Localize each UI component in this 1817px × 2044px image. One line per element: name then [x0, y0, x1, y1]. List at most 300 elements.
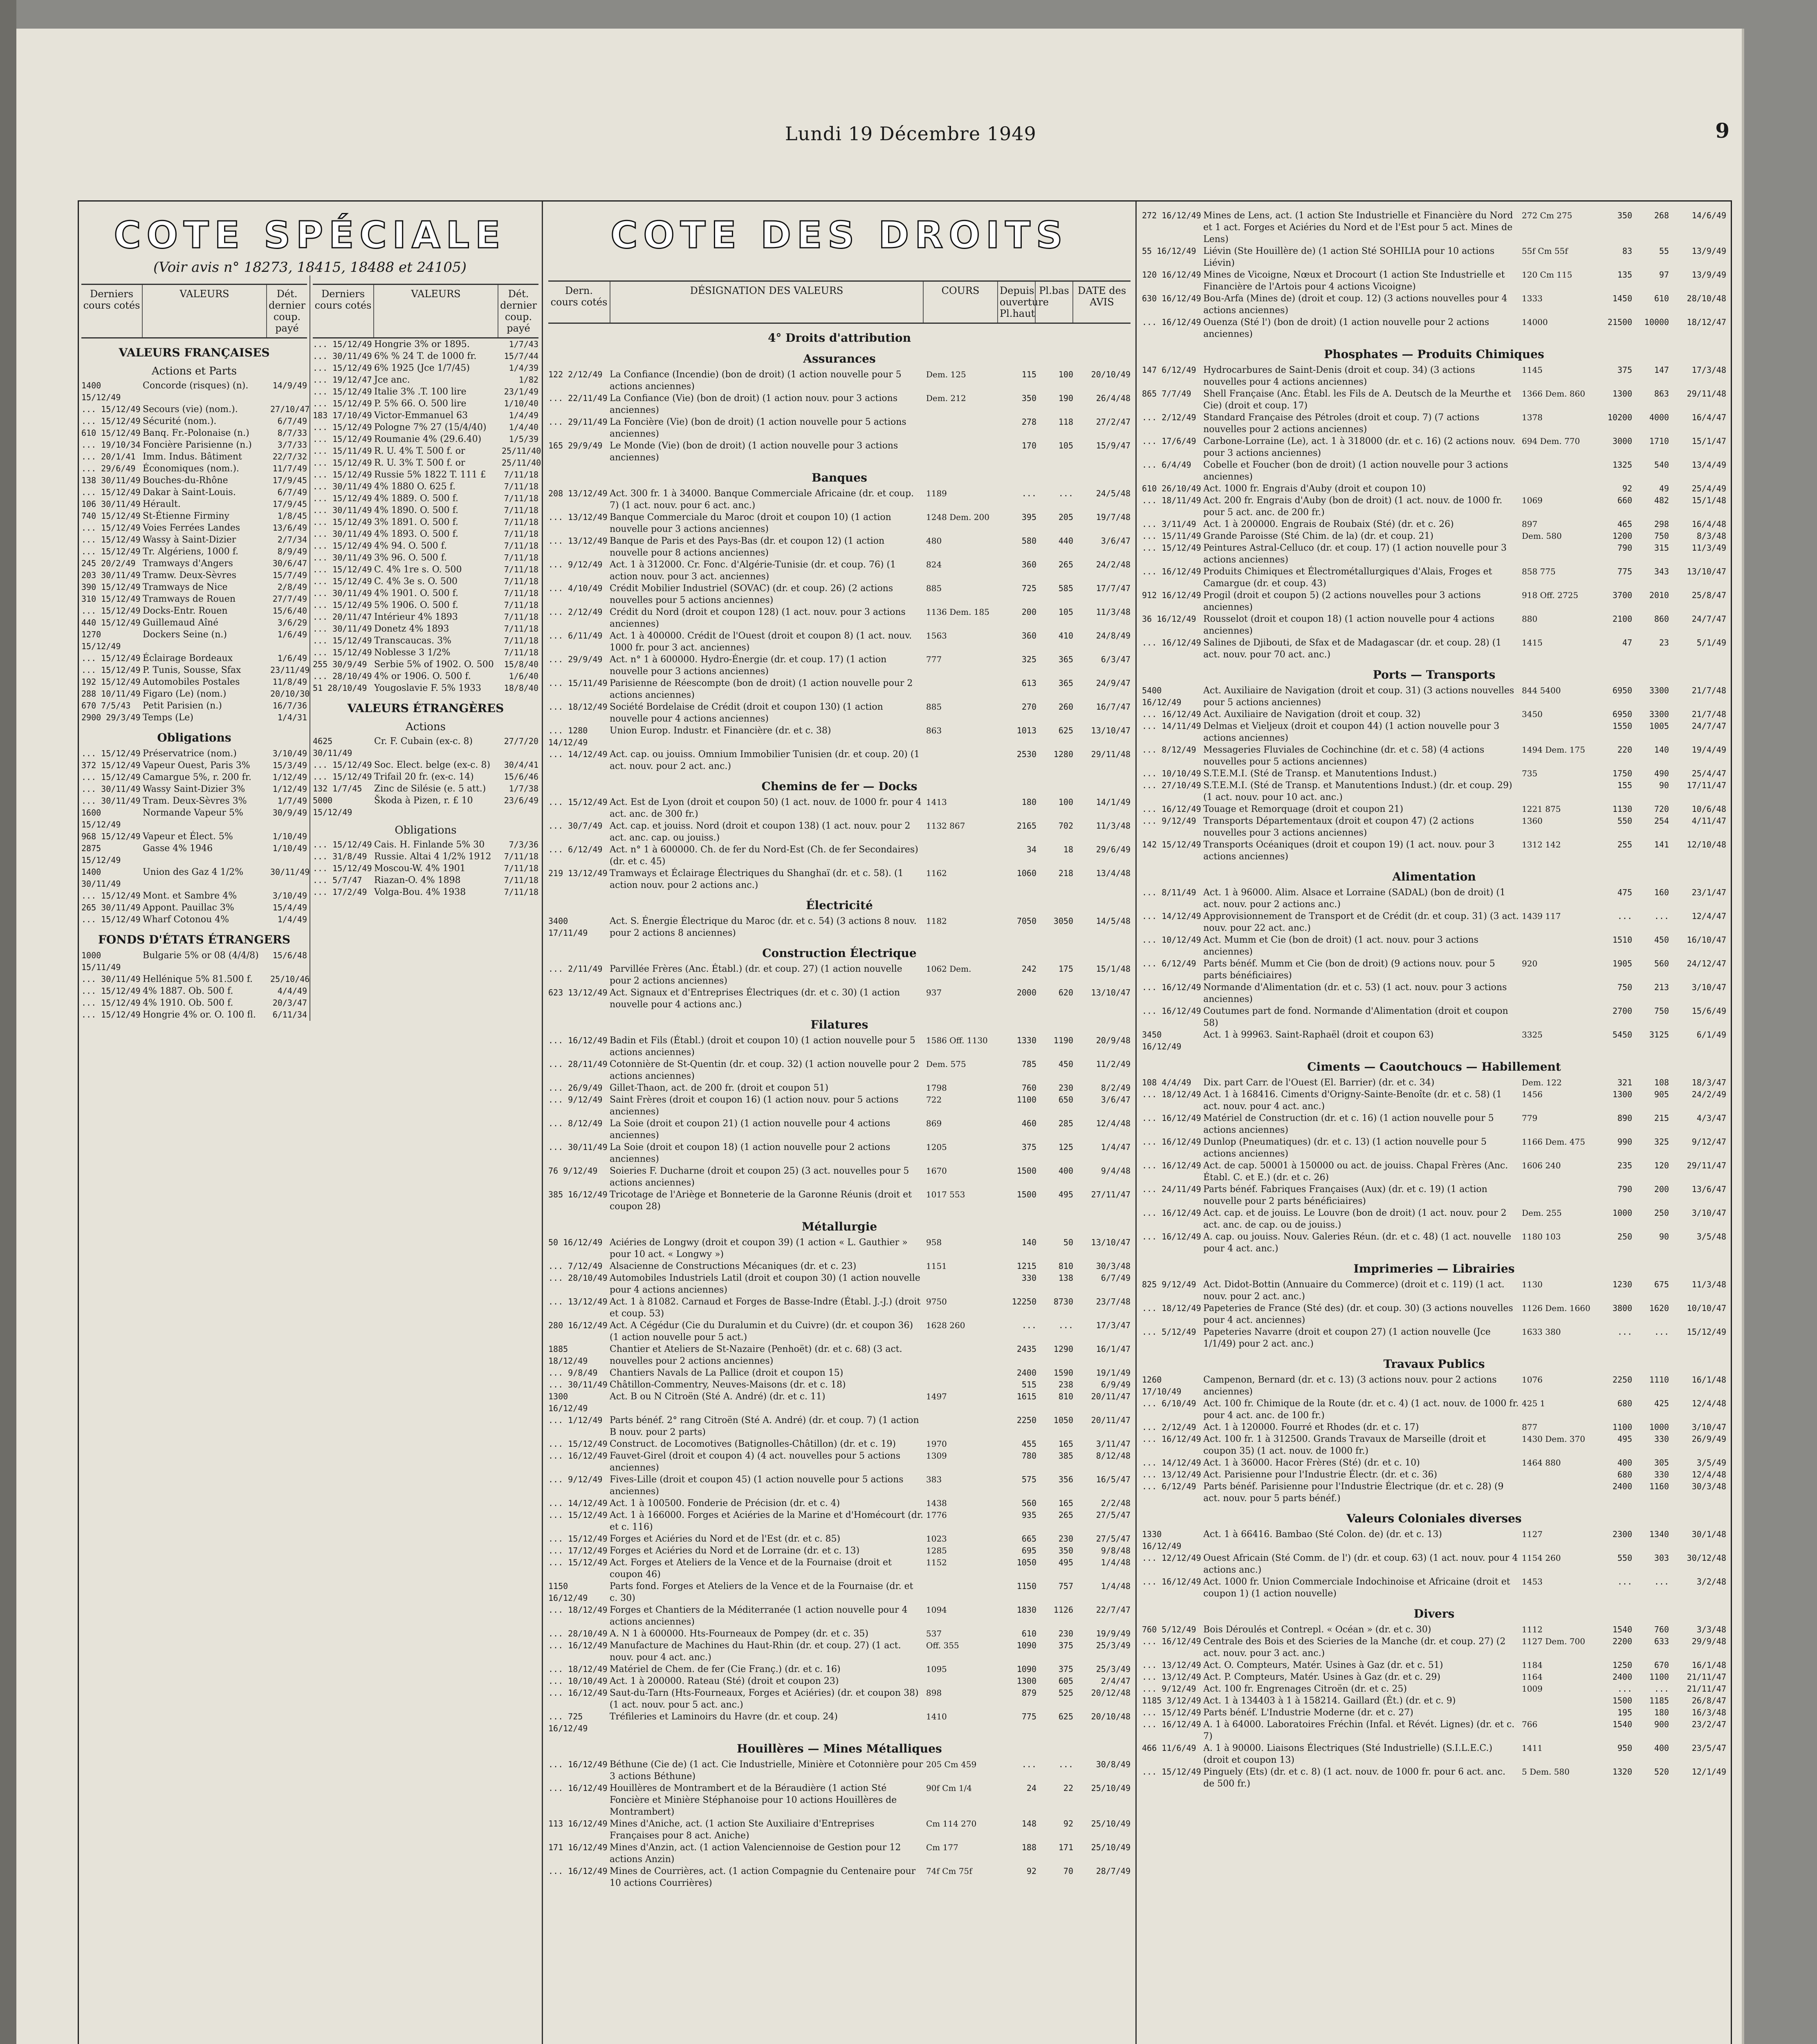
list-item	[313, 552, 538, 564]
last-quote-cell: 610 26/10/49	[1142, 484, 1201, 493]
last-quote-cell: 3450 16/12/49	[1142, 1030, 1182, 1051]
list-item	[81, 807, 307, 831]
date-avis-cell: 3/10/47	[1691, 982, 1726, 992]
high-cell: 580	[1021, 536, 1036, 546]
high-cell: 2435	[1016, 1344, 1036, 1354]
low-cell: 330	[1654, 1470, 1669, 1479]
date-avis-cell: 24/2/49	[1691, 1089, 1726, 1099]
table-row	[548, 369, 1131, 392]
cours-cell: 1009	[1522, 1684, 1543, 1694]
cours-cell: 722	[926, 1095, 942, 1105]
last-quote-cell: 50 16/12/49	[548, 1237, 603, 1247]
cote-droits-title: COTE DES DROITS	[610, 214, 1068, 257]
cours-cell: 1180 103	[1522, 1232, 1561, 1242]
cours-cell: 90f Cm 1/4	[926, 1783, 972, 1793]
last-quote-cell: ... 9/8/49	[548, 1368, 598, 1378]
date-avis-cell: 18/12/47	[1687, 317, 1726, 327]
table-row	[1142, 1089, 1726, 1112]
date-avis-cell: 24/7/47	[1691, 721, 1726, 731]
coupon-cell: 1/5/39	[509, 434, 538, 444]
date-avis-cell: 15/6/49	[1691, 1006, 1726, 1016]
speciale-right-header	[313, 284, 538, 338]
designation-cell: Fives-Lille (droit et coupon 45) (1 action nouvelle pour 5 actions anciennes)	[610, 1475, 904, 1497]
date-avis-cell: 25/10/49	[1091, 1783, 1131, 1793]
cours-cell: 1076	[1522, 1375, 1543, 1385]
low-cell: ...	[1058, 1320, 1073, 1330]
table-row	[1142, 1683, 1726, 1695]
cours-cell: 1152	[926, 1558, 947, 1567]
coupon-cell: 15/7/44	[504, 351, 538, 361]
list-item	[81, 973, 310, 985]
high-cell: 1540	[1612, 1719, 1632, 1729]
low-cell: 92	[1063, 1819, 1073, 1829]
date-avis-cell: 20/11/47	[1091, 1392, 1131, 1401]
date-avis-cell: 25/3/49	[1096, 1641, 1131, 1650]
date-avis-cell: 16/5/47	[1096, 1475, 1131, 1484]
coupon-cell: 4/4/49	[277, 986, 307, 996]
designation-cell: Act. Auxiliaire de Navigation (droit et coup. 32)	[1203, 709, 1421, 719]
last-quote-cell: 76 9/12/49	[548, 1166, 598, 1176]
designation-cell: Act. A Cégédur (Cie du Duralumin et du Cuivre) (dr. et coupon 36) (1 action nouvelle pour 5 act.)	[610, 1320, 913, 1342]
designation-cell: Le Monde (Vie) (bon de droit) (1 action nouvelle pour 3 actions anciennes)	[610, 441, 898, 463]
list-item	[313, 410, 538, 421]
page-header	[16, 119, 1742, 155]
designation-cell: Forges et Aciéries du Nord et de l'Est (dr. et c. 85)	[610, 1534, 841, 1544]
table-row	[1142, 958, 1726, 982]
table-row	[548, 1343, 1131, 1367]
cours-cell: 1127 Dem. 700	[1522, 1636, 1585, 1646]
designation-cell: Parts bénéf. L'Industrie Moderne (dr. et c. 27)	[1203, 1708, 1413, 1718]
high-cell: ...	[1021, 489, 1036, 498]
designation-cell: Act. Forges et Ateliers de la Vence et de la Fournaise (droit et coupon 46)	[610, 1558, 892, 1580]
coupon-cell: 11/7/49	[272, 464, 307, 473]
low-cell: 125	[1058, 1142, 1073, 1152]
cours-cell: 1023	[926, 1534, 947, 1544]
date-avis-cell: 24/12/47	[1687, 959, 1726, 968]
table-row	[548, 796, 1131, 820]
high-cell: 750	[1617, 982, 1632, 992]
group-heading: Imprimeries — Librairies	[1353, 1262, 1515, 1275]
cours-cell: ... 15/12/49	[81, 998, 141, 1008]
low-cell: 120	[1654, 1161, 1669, 1170]
last-quote-cell: ... 18/11/49	[1142, 495, 1201, 505]
coupon-cell: 7/11/18	[504, 648, 538, 657]
cours-cell	[1522, 780, 1595, 803]
valeur-cell: Italie 3% .T. 100 lire	[374, 387, 467, 397]
date-avis-cell: 23/1/47	[1691, 888, 1726, 897]
designation-cell: Châtillon-Commentry, Neuves-Maisons (dr. et c. 18)	[610, 1380, 846, 1390]
cours-cell: 74f Cm 75f	[926, 1866, 972, 1876]
coupon-cell: 23/11/49	[270, 665, 310, 675]
cours-cell: Dem. 580	[1522, 531, 1562, 541]
low-cell: 620	[1058, 988, 1073, 997]
table-row	[548, 1782, 1131, 1818]
cours-cell: ... 15/12/49	[81, 487, 141, 497]
table-row	[548, 1094, 1131, 1118]
coupon-cell: 1/6/49	[277, 630, 307, 639]
table-row	[1142, 388, 1726, 412]
date-avis-cell: 14/1/49	[1096, 797, 1131, 807]
date-avis-cell: 29/11/48	[1091, 749, 1131, 759]
coupon-cell: 1/7/38	[509, 784, 538, 793]
coupon-cell: 7/11/18	[504, 517, 538, 527]
table-row	[548, 1296, 1131, 1320]
valeur-cell: P. 5% 66. O. 500 lire	[374, 399, 467, 409]
high-cell: 1150	[1016, 1581, 1036, 1591]
cours-cell: ... 15/12/49	[313, 422, 372, 432]
low-cell: 218	[1058, 868, 1073, 878]
low-cell: 605	[1058, 1676, 1073, 1686]
cours-cell: 779	[1522, 1113, 1538, 1123]
last-quote-cell: 280 16/12/49	[548, 1320, 608, 1330]
date-avis-cell: 9/8/48	[1101, 1546, 1131, 1555]
date-avis-cell: 11/2/49	[1096, 1059, 1131, 1069]
valeur-cell: Tramways d'Angers	[143, 558, 233, 569]
table-row	[548, 963, 1131, 987]
valeur-cell: Donetz 4% 1893	[374, 624, 449, 634]
date-avis-cell: 26/9/49	[1691, 1434, 1726, 1444]
table-row	[548, 820, 1131, 844]
cours-cell: 1062 Dem.	[926, 964, 971, 974]
designation-cell: Chantiers Navals de La Pallice (droit et coupon 15)	[610, 1368, 843, 1378]
designation-cell: Automobiles Industriels Latil (droit et coupon 30) (1 action nouvelle pour 4 actions anciennes)	[610, 1273, 920, 1295]
valeur-cell: Transcaucas. 3%	[374, 636, 451, 646]
low-cell: 365	[1058, 678, 1073, 688]
last-quote-cell: ... 16/12/49	[1142, 1719, 1201, 1729]
valeur-cell: Éclairage Bordeaux	[143, 653, 233, 663]
list-item	[313, 493, 538, 504]
designation-cell: Papeteries Navarre (droit et coupon 27) (1 action nouvelle (Jce 1/1/49) pour 2 act. anc.)	[1203, 1327, 1491, 1349]
cours-cell: 844 5400	[1522, 686, 1561, 695]
cours-cell: 824	[926, 560, 942, 569]
date-avis-cell: 13/9/49	[1691, 246, 1726, 256]
low-cell: 3300	[1649, 709, 1669, 719]
designation-cell: Act. 1 à 400000. Crédit de l'Ouest (droit et coupon 8) (1 act. nouv. 1000 fr. pour 3 act. anciennes)	[610, 631, 912, 653]
cours-cell: 1606 240	[1522, 1161, 1561, 1170]
cours-cell: 898	[926, 1688, 942, 1698]
cours-cell: ... 15/12/49	[313, 840, 372, 849]
high-cell: 6950	[1612, 686, 1632, 695]
low-cell: 1190	[1053, 1035, 1073, 1045]
valeur-cell: Wharf Cotonou 4%	[143, 914, 229, 925]
date-avis-cell: 11/3/48	[1096, 607, 1131, 617]
cours-cell: 310 15/12/49	[81, 594, 141, 604]
high-cell: 1300	[1612, 1089, 1632, 1099]
designation-cell: Act. 1 à 96000. Alim. Alsace et Lorraine (SADAL) (bon de droit) (1 act. nouv. pour 2 actions anc.)	[1203, 888, 1505, 910]
cours-cell: 106 30/11/49	[81, 499, 141, 509]
table-row	[1142, 1326, 1726, 1350]
table-row	[1142, 412, 1726, 435]
last-quote-cell: ... 2/12/49	[1142, 1422, 1196, 1432]
cours-cell: ... 15/12/49	[313, 470, 372, 480]
cours-cell: 120 Cm 115	[1522, 270, 1572, 280]
designation-cell: Act. 300 fr. 1 à 34000. Banque Commerciale Africaine (dr. et coup. 7) (1 act. nouv. pour 6 act. anc.)	[610, 489, 914, 511]
designation-cell: Act. Auxiliaire de Navigation (droit et coup. 31) (3 actions nouvelles pour 5 actions anciennes)	[1203, 686, 1514, 708]
table-row	[548, 1474, 1131, 1497]
designation-cell: Dix. part Carr. de l'Ouest (El. Barrier) (dr. et c. 34)	[1203, 1078, 1435, 1088]
valeur-cell: Trifail 20 fr. (ex-c. 14)	[374, 772, 474, 782]
valeur-cell: Secours (vie) (nom.).	[143, 404, 238, 415]
coupon-cell: 7/11/18	[504, 875, 538, 885]
cours-cell: 14000	[1522, 317, 1548, 327]
low-cell: 750	[1654, 1006, 1669, 1016]
cours-cell: 2900 29/3/49	[81, 713, 141, 722]
binding-edge	[0, 0, 16, 2044]
table-row	[548, 488, 1131, 511]
newspaper-page	[16, 29, 1744, 2044]
last-quote-cell: ... 10/10/49	[548, 1676, 608, 1686]
designation-cell: Act. Signaux et d'Entreprises Électriques (dr. et c. 30) (1 action nouvelle pour 4 actions anc.)	[610, 988, 900, 1010]
high-cell: 1615	[1016, 1392, 1036, 1401]
table-row	[1142, 803, 1726, 815]
coupon-cell: 7/11/18	[504, 576, 538, 586]
coupon-cell: 15/3/49	[272, 760, 307, 770]
cours-cell: ... 15/12/49	[313, 434, 372, 444]
high-cell: 665	[1021, 1534, 1036, 1544]
low-cell: 205	[1058, 512, 1073, 522]
valeur-cell: Foncière Parisienne (n.)	[143, 440, 252, 450]
valeur-cell: Moscou-W. 4% 1901	[374, 863, 466, 874]
table-row	[548, 392, 1131, 416]
coupon-cell: 30/6/47	[272, 558, 307, 568]
cours-cell: ... 15/12/49	[81, 416, 141, 426]
cours-cell: 1130	[1522, 1280, 1543, 1289]
low-cell: 213	[1654, 982, 1669, 992]
date-avis-cell: 23/7/48	[1096, 1297, 1131, 1307]
date-avis-cell: 16/3/48	[1691, 1708, 1726, 1717]
cours-cell: ... 30/11/49	[81, 784, 141, 794]
date-avis-cell: 6/1/49	[1696, 1030, 1726, 1040]
high-cell: 188	[1021, 1842, 1036, 1852]
coupon-cell: 6/7/49	[277, 487, 307, 497]
cours-cell	[926, 440, 1000, 464]
last-quote-cell: ... 15/11/49	[548, 678, 608, 688]
high-cell: 330	[1021, 1273, 1036, 1283]
table-row	[548, 677, 1131, 701]
table-row	[1142, 720, 1726, 744]
date-avis-cell: 2/4/47	[1101, 1676, 1131, 1686]
last-quote-cell: ... 2/11/49	[548, 964, 603, 974]
high-cell: 1300	[1016, 1676, 1036, 1686]
designation-cell: La Soie (droit et coupon 21) (1 action nouvelle pour 4 actions anciennes)	[610, 1118, 891, 1141]
last-quote-cell: 147 6/12/49	[1142, 365, 1196, 375]
list-item	[81, 415, 307, 427]
coupon-cell: 14/9/49	[272, 381, 307, 390]
date-avis-cell: 12/1/49	[1691, 1767, 1726, 1777]
designation-cell: Act. 1000 fr. Engrais d'Auby (droit et coupon 10)	[1203, 484, 1426, 494]
cours-cell: ... 15/12/49	[313, 772, 372, 782]
cours-cell: ... 15/12/49	[313, 541, 372, 551]
table-row	[548, 1759, 1131, 1782]
table-row	[1142, 1481, 1726, 1504]
last-quote-cell: ... 9/12/49	[548, 1475, 603, 1484]
low-cell: 610	[1654, 294, 1669, 303]
low-cell: 490	[1654, 769, 1669, 778]
table-row	[548, 1687, 1131, 1711]
cours-cell: 1164	[1522, 1672, 1543, 1682]
cours-cell: ... 5/7/47	[313, 875, 362, 885]
cours-cell: 1151	[926, 1261, 947, 1271]
designation-cell: Tréfileries et Laminoirs du Havre (dr. et coup. 24)	[610, 1712, 838, 1722]
last-quote-cell: ... 16/12/49	[548, 1759, 608, 1769]
valeur-cell: 4% or 1906. O. 500 f.	[374, 671, 471, 681]
low-cell: 8730	[1053, 1297, 1073, 1307]
low-cell: 3125	[1649, 1030, 1669, 1040]
cours-cell	[926, 1379, 1000, 1391]
cours-cell: 863	[926, 726, 942, 735]
last-quote-cell: ... 16/12/49	[1142, 638, 1201, 648]
table-row	[548, 630, 1131, 654]
date-avis-cell: 24/5/48	[1096, 489, 1131, 498]
high-cell: 2165	[1016, 821, 1036, 831]
high-cell: 235	[1617, 1161, 1632, 1170]
designation-cell: Saint Frères (droit et coupon 16) (1 action nouv. pour 5 actions anciennes)	[610, 1095, 899, 1117]
last-quote-cell: ... 6/10/49	[1142, 1399, 1196, 1408]
low-cell: 375	[1058, 1641, 1073, 1650]
cours-cell: 1360	[1522, 816, 1543, 826]
designation-cell: Messageries Fluviales de Cochinchine (dr. et c. 58) (4 actions nouvelles pour 5 actions anciennes)	[1203, 745, 1485, 767]
cours-cell: 1453	[1522, 1577, 1543, 1587]
last-quote-cell: ... 30/7/49	[548, 821, 603, 831]
list-item	[81, 866, 310, 890]
cours-cell: ... 15/12/49	[313, 339, 372, 349]
valeur-cell: Automobiles Postales	[143, 677, 240, 687]
designation-cell: A. cap. ou jouiss. Nouv. Galeries Réun. (dr. et c. 48) (1 act. nouvelle pour 4 act. anc.)	[1203, 1232, 1512, 1254]
cours-cell: 3450	[1522, 709, 1543, 719]
list-item	[81, 427, 307, 439]
low-cell: 268	[1654, 211, 1669, 220]
last-quote-cell: ... 8/12/49	[1142, 745, 1196, 755]
high-cell: 890	[1617, 1113, 1632, 1123]
designation-cell: Coutumes part de fond. Normande d'Alimentation (droit et coupon 58)	[1203, 1006, 1508, 1028]
low-cell: 1590	[1053, 1368, 1073, 1378]
coupon-cell: 1/4/39	[509, 363, 538, 373]
high-cell: 2400	[1016, 1368, 1036, 1378]
list-item	[313, 670, 538, 682]
cours-cell: ... 15/12/49	[81, 749, 141, 758]
cours-cell: 55f Cm 55f	[1522, 246, 1568, 256]
high-cell: 575	[1021, 1475, 1036, 1484]
low-cell: 495	[1058, 1558, 1073, 1567]
valeur-cell: Škoda à Pizen, r. £ 10	[374, 796, 473, 806]
droits-body	[548, 352, 1131, 1889]
cours-cell: 1069	[1522, 495, 1543, 505]
list-item	[313, 851, 538, 863]
low-cell: 10000	[1644, 317, 1669, 327]
low-cell: 254	[1654, 816, 1669, 826]
last-quote-cell: ... 9/12/49	[1142, 1684, 1196, 1694]
valeur-cell: Voies Ferrées Landes	[143, 523, 240, 533]
high-cell: 1750	[1612, 769, 1632, 778]
list-item	[313, 795, 538, 818]
high-cell: 1905	[1612, 959, 1632, 968]
designation-cell: Chantier et Ateliers de St-Nazaire (Penhoët) (dr. et c. 68) (3 act. nouvelles pour 2 actions anciennes)	[610, 1344, 902, 1366]
cours-cell: 1633 380	[1522, 1327, 1561, 1337]
designation-cell: Act. 100 fr. 1 à 312500. Grands Travaux de Marseille (droit et coupon 35) (1 act. nouv. de 1000 fr.)	[1203, 1434, 1486, 1456]
date-avis-cell: 16/7/47	[1096, 702, 1131, 712]
coupon-cell: 1/7/49	[277, 796, 307, 806]
list-item	[81, 1009, 307, 1021]
last-quote-cell: 36 16/12/49	[1142, 614, 1196, 624]
valeur-cell: Tramw. Deux-Sèvres	[143, 570, 237, 580]
designation-cell: Parvillée Frères (Anc. Établ.) (dr. et coup. 27) (1 action nouvelle pour 2 actions anciennes)	[610, 964, 902, 986]
cours-cell: ... 30/11/49	[313, 588, 372, 598]
list-item	[313, 735, 538, 759]
date-avis-cell: 20/12/48	[1091, 1688, 1131, 1698]
valeur-cell: 4% 1910. Ob. 500 f.	[143, 998, 233, 1008]
low-cell: 18	[1063, 845, 1073, 854]
coupon-cell: 15/4/49	[272, 903, 307, 912]
high-cell: 1510	[1612, 935, 1632, 945]
valeur-cell: Guillemaud Aîné	[143, 618, 219, 628]
list-item	[81, 843, 307, 866]
low-cell: 90	[1659, 780, 1669, 790]
table-row	[1142, 637, 1726, 661]
group-heading: Ports — Transports	[1373, 668, 1496, 681]
date-avis-cell: 25/3/49	[1096, 1664, 1131, 1674]
table-row	[548, 1509, 1131, 1533]
low-cell: 1710	[1649, 436, 1669, 446]
date-avis-cell: 29/6/49	[1096, 845, 1131, 854]
cours-cell: 1670	[926, 1166, 947, 1176]
valeur-cell: R. U. 3% T. 500 f. or	[374, 458, 465, 468]
list-item	[313, 457, 541, 469]
low-cell: 1100	[1649, 1672, 1669, 1682]
cours-cell: ... 15/12/49	[81, 653, 141, 663]
coupon-cell: 7/11/18	[504, 529, 538, 539]
high-cell: 1540	[1612, 1625, 1632, 1634]
table-row	[1142, 1398, 1726, 1421]
valeur-cell: Tramways de Rouen	[143, 594, 236, 604]
low-cell: 70	[1063, 1866, 1073, 1876]
list-item	[313, 587, 538, 599]
table-row	[548, 1533, 1131, 1545]
coupon-cell: 1/8/45	[277, 511, 307, 521]
coupon-cell: 7/11/18	[504, 863, 538, 873]
cours-cell: ... 30/11/49	[313, 553, 372, 563]
coupon-cell: 15/8/40	[504, 659, 538, 669]
last-quote-cell: ... 18/12/49	[548, 1664, 608, 1674]
cours-cell	[926, 1675, 1000, 1687]
cours-cell: 1162	[926, 868, 947, 878]
table-row	[1142, 542, 1726, 566]
coupon-cell: 7/11/18	[504, 553, 538, 563]
last-quote-cell: ... 6/12/49	[1142, 1481, 1196, 1491]
designation-cell: Mines de Lens, act. (1 action Ste Industrielle et Financière du Nord et 1 act. Forges et Aciéries du Nord et de l'Est pour 5 act. Mines de Lens)	[1203, 211, 1513, 244]
cours-cell: ... 15/12/49	[81, 547, 141, 556]
coupon-cell: 7/11/18	[504, 541, 538, 551]
table-row	[1142, 1279, 1726, 1302]
speciale-left-header	[81, 284, 307, 338]
designation-cell: Société Bordelaise de Crédit (droit et coupon 130) (1 action nouvelle pour 4 actions anciennes)	[610, 702, 883, 724]
low-cell: 650	[1058, 1095, 1073, 1105]
coupon-cell: 2/7/34	[277, 535, 307, 545]
list-item	[81, 795, 307, 807]
table-row	[1142, 815, 1726, 839]
list-item	[313, 623, 538, 635]
valeur-cell: Économiques (nom.).	[143, 464, 239, 474]
table-row	[548, 1414, 1131, 1438]
high-cell: 2000	[1016, 988, 1036, 997]
last-quote-cell: ... 16/12/49	[548, 1641, 608, 1650]
cours-cell	[1522, 1005, 1595, 1029]
high-cell: 278	[1021, 417, 1036, 427]
date-avis-cell: 24/9/47	[1096, 678, 1131, 688]
right-column-body	[1142, 210, 1726, 1790]
designation-cell: Ouest Africain (Sté Comm. de l') (dr. et coup. 63) (1 act. nouv. pour 4 actions anc.)	[1203, 1553, 1518, 1575]
list-item	[313, 599, 538, 611]
valeur-cell: Appont. Pauillac 3%	[143, 903, 234, 913]
